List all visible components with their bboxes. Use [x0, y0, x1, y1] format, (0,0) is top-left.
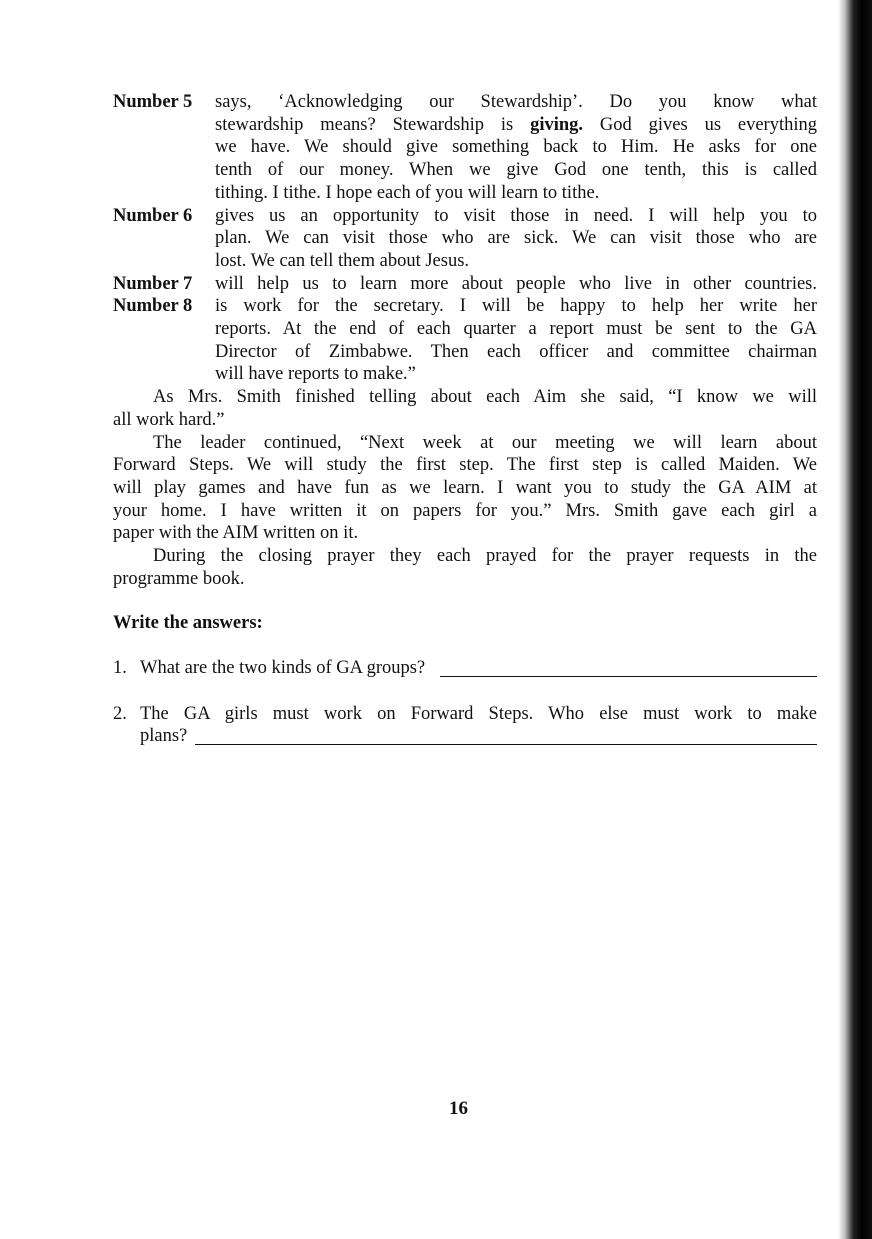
aim-number-label: Number 6: [113, 205, 193, 226]
paragraph-line: The leader continued, “Next week at our meeting we will learn about: [153, 432, 817, 453]
aim-text-line: plan. We can visit those who are sick. We can visit those who are: [215, 228, 817, 249]
paragraph-line: Forward Steps. We will study the first step. The first step is called Maiden. We: [113, 455, 817, 476]
answer-line[interactable]: [195, 744, 817, 745]
paragraph-line: As Mrs. Smith finished telling about each Aim she said, “I know we will: [153, 387, 817, 408]
aim-text-line: lost. We can tell them about Jesus.: [215, 250, 470, 271]
question-text-line: What are the two kinds of GA groups?: [140, 658, 426, 679]
aim-text-line: Director of Zimbabwe. Then each officer and committee chairman: [215, 341, 817, 362]
scan-edge-shadow: [838, 0, 872, 1239]
exercise-heading: Write the answers:: [113, 613, 263, 634]
aim-text-line: tenth of our money. When we give God one tenth, this is called: [215, 160, 817, 181]
question-number: 1.: [113, 658, 127, 679]
paragraph-line: all work hard.”: [113, 409, 225, 430]
aim-text-line: we have. We should give something back to Him. He asks for one: [215, 137, 817, 158]
aim-text-line: stewardship means? Stewardship is giving. God gives us everything: [215, 114, 817, 135]
paragraph-line: will play games and have fun as we learn. I want you to study the GA AIM at: [113, 477, 817, 498]
aim-text-line: will have reports to make.”: [215, 364, 416, 385]
aim-text-line: will help us to learn more about people who live in other countries.: [215, 273, 817, 294]
question-text-line: plans?: [140, 726, 188, 747]
aim-text-line: gives us an opportunity to visit those in need. I will help you to: [215, 205, 817, 226]
aim-text-line: reports. At the end of each quarter a report must be sent to the GA: [215, 319, 817, 339]
aim-text-line: tithing. I tithe. I hope each of you will learn to tithe.: [215, 182, 600, 203]
aim-number-label: Number 8: [113, 296, 193, 317]
paragraph-line: programme book.: [113, 568, 245, 589]
paragraph-line: your home. I have written it on papers for you.” Mrs. Smith gave each girl a: [113, 500, 817, 521]
aim-number-label: Number 7: [113, 273, 193, 294]
answer-line[interactable]: [440, 676, 817, 677]
paragraph-line: paper with the AIM written on it.: [113, 523, 359, 544]
question-number: 2.: [113, 703, 127, 724]
aim-number-label: Number 5: [113, 92, 193, 112]
aim-text-line: says, ‘Acknowledging our Stewardship’. Do you know what: [215, 92, 817, 112]
aim-text-line: is work for the secretary. I will be happy to help her write her: [215, 296, 817, 317]
question-text-line: The GA girls must work on Forward Steps. Who else must work to make: [140, 703, 817, 724]
paragraph-line: During the closing prayer they each prayed for the prayer requests in the: [153, 546, 817, 566]
page-number: 16: [449, 1098, 468, 1119]
